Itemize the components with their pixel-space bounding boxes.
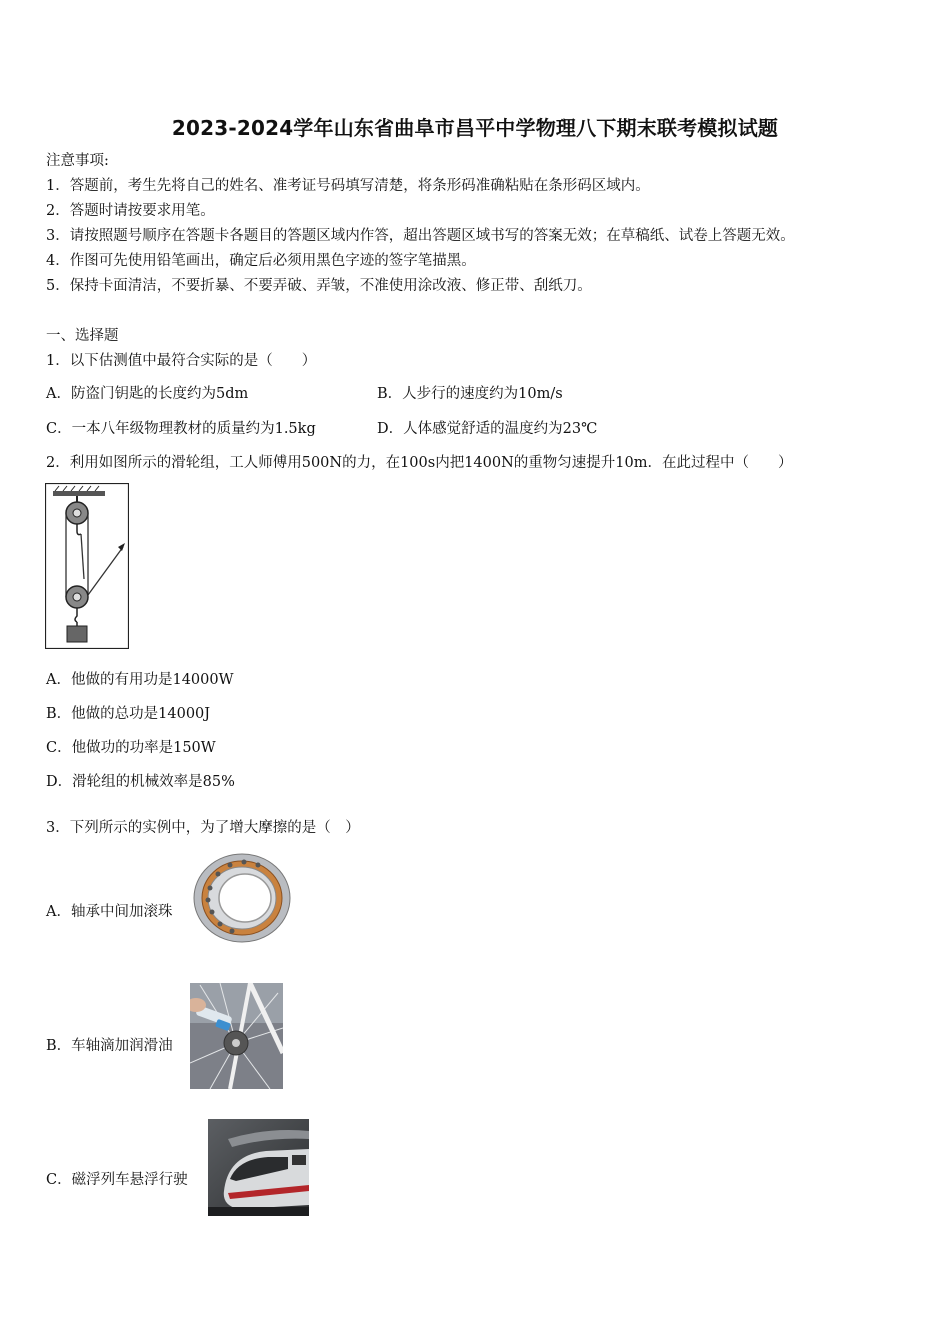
bearing-image bbox=[190, 850, 294, 946]
question-3-option-a: A．轴承中间加滚珠 bbox=[46, 904, 173, 920]
notice-item-1: 1．答题前，考生先将自己的姓名、准考证号码填写清楚，将条形码准确粘贴在条形码区域内。 bbox=[46, 178, 650, 194]
question-2-option-b: B．他做的总功是14000J bbox=[46, 706, 211, 722]
notice-heading: 注意事项: bbox=[46, 153, 109, 169]
notice-item-5: 5．保持卡面清洁，不要折暴、不要弄破、弄皱，不准使用涂改液、修正带、刮纸刀。 bbox=[46, 278, 592, 294]
notice-item-3: 3．请按照题号顺序在答题卡各题目的答题区域内作答，超出答题区域书写的答案无效；在草稿纸、试卷上答题无效。 bbox=[46, 228, 795, 244]
question-2-stem: 2．利用如图所示的滑轮组，工人师傅用500N的力，在100s内把1400N的重物匀速提升10m．在此过程中（ ） bbox=[46, 455, 793, 471]
page-title: 2023-2024学年山东省曲阜市昌平中学物理八下期末联考模拟试题 bbox=[171, 116, 779, 140]
notice-item-2: 2．答题时请按要求用笔。 bbox=[46, 203, 215, 219]
bicycle-axle-oiling-image bbox=[190, 983, 283, 1089]
question-1-option-a: A．防盗门钥匙的长度约为5dm bbox=[46, 386, 249, 402]
notice-item-4: 4．作图可先使用铅笔画出，确定后必须用黑色字迹的签字笔描黑。 bbox=[46, 253, 476, 269]
question-2-option-d: D．滑轮组的机械效率是85% bbox=[46, 774, 235, 790]
question-3-stem: 3．下列所示的实例中，为了增大摩擦的是（ ） bbox=[46, 820, 360, 836]
question-3-option-c: C．磁浮列车悬浮行驶 bbox=[46, 1172, 188, 1188]
question-1-option-c: C．一本八年级物理教材的质量约为1.5kg bbox=[46, 421, 316, 437]
maglev-train-image bbox=[208, 1119, 309, 1216]
question-1-option-b: B．人步行的速度约为10m/s bbox=[377, 386, 563, 402]
question-2-option-c: C．他做功的功率是150W bbox=[46, 740, 216, 756]
question-1-stem: 1．以下估测值中最符合实际的是（ ） bbox=[46, 353, 317, 369]
pulley-system-figure bbox=[45, 483, 129, 649]
question-3-option-b: B．车轴滴加润滑油 bbox=[46, 1038, 173, 1054]
section-heading: 一、选择题 bbox=[46, 328, 119, 344]
question-1-option-d: D．人体感觉舒适的温度约为23℃ bbox=[377, 421, 598, 437]
question-2-option-a: A．他做的有用功是14000W bbox=[46, 672, 234, 688]
